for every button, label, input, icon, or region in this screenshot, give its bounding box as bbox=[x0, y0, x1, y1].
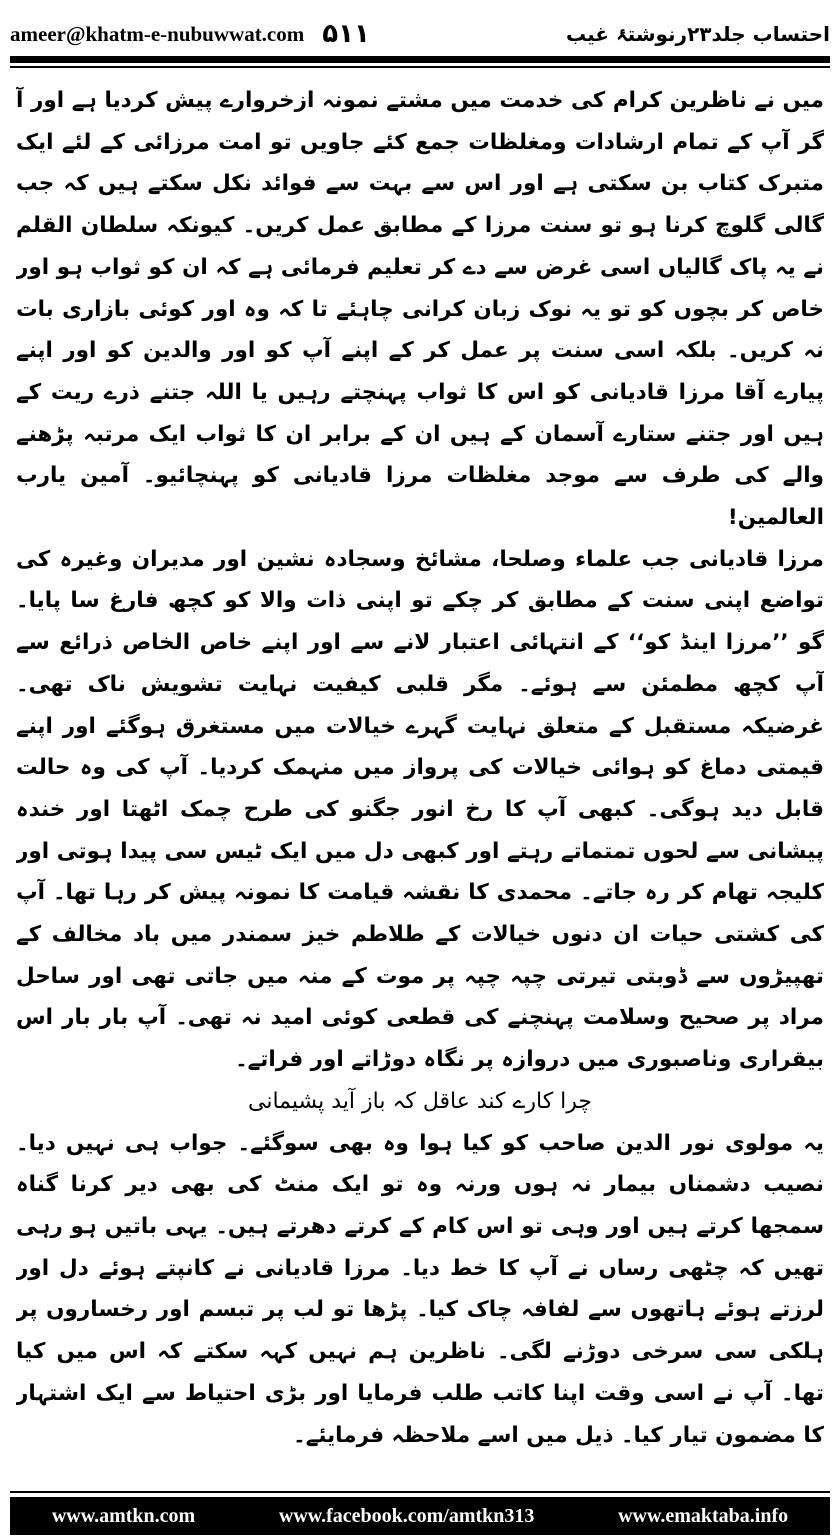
page-number: ۵۱۱ bbox=[322, 19, 370, 49]
footer-link-facebook[interactable]: www.facebook.com/amtkn313 bbox=[278, 1504, 535, 1527]
footer-link-amtkn[interactable]: www.amtkn.com bbox=[51, 1504, 196, 1527]
header-email: ameer@khatm-e-nubuwwat.com bbox=[10, 21, 305, 46]
footer-link-emaktaba[interactable]: www.emaktaba.info bbox=[618, 1504, 789, 1527]
footer-rule-thin bbox=[10, 1491, 830, 1493]
body-paragraph-2: مرزا قادیانی جب علماء وصلحا، مشائخ وسجادہ نشین اور مدیران وغیرہ کی تواضع اپنی سنت کے مطابق کر چکے تو اپنی ذات والا کو کچھ فارغ سا پایا۔ گو ’’مرزا اینڈ کو‘‘ کے انتہائی اعتبار لانے سے اور اپنے خاص الخاص ذرائع سے آپ کچھ مطمئن سے ہوئے۔ مگر قلبی کیفیت نہایت تشویش ناک تھی۔ غرضیکہ مستقبل کے متعلق نہایت گہرے خیالات میں مستغرق ہوگئے اور اپنے قیمتی دماغ کو ہوائی خیالات کی پرواز میں منہمک کردیا۔ آپ کی وہ حالت قابل دید ہوگی۔ کبھی آپ کا رخ انور جگنو کی طرح چمک اٹھتا اور خندہ پیشانی سے لحوں تمتماتے رہتے اور کبھی دل میں ایک ٹیس سی پیدا ہوتی اور کلیجہ تھام کر رہ جاتے۔ محمدی کا نقشہ قیامت کا نمونہ پیش کر رہا تھا۔ آپ کی کشتی حیات ان دنوں خیالات کے طلاطم خیز سمندر میں باد مخالف کے تھپیڑوں سے ڈوبتی تیرتی چپہ چپہ پر موت کے منہ میں جاتی تھی اور ساحل مراد پر صحیح وسلامت پہنچنے کی قطعی کوئی امید نہ تھی۔ آپ بار بار اس بیقراری وناصبوری میں دروازہ پر نگاہ دوڑاتے اور فراتے۔ bbox=[16, 546, 824, 1073]
footer-bar bbox=[10, 1497, 830, 1535]
poetry-verse: چرا کارے کند عاقل کہ باز آید پشیمانی bbox=[247, 1088, 593, 1114]
book-title: احتساب جلد۲۳رنوشتۂ غیب bbox=[566, 22, 830, 46]
page-body bbox=[16, 80, 824, 1480]
header-left-group bbox=[10, 19, 370, 49]
body-paragraph-1: میں نے ناظرین کرام کی خدمت میں مشتے نمونہ ازخروارے پیش کردیا ہے اور آ گر آپ کے تمام ارشادات ومغلظات جمع کئے جاویں تو امت مرزائی کے لئے ایک متبرک کتاب بن سکتی ہے اور اس سے بہت سے فوائد نکل سکتے ہیں کہ جب گالی گلوچ کرنا ہو تو سنت مرزا کے مطابق عمل کریں۔ کیونکہ سلطان القلم نے یہ پاک گالیاں اسی غرض سے دے کر تعلیم فرمائی ہے کہ ان کو ثواب ہو اور خاص کر بچوں کو تو یہ نوک زبان کرانی چاہئے تا کہ وہ اور کوئی بازاری بات نہ کریں۔ بلکہ اسی سنت پر عمل کر کے اپنے آپ کو اور والدین کو اور اپنے پیارے آقا مرزا قادیانی کو اس کا ثواب پہنچتے رہیں یا اللہ جتنے ذرے ریت کے ہیں اور جتنے ستارے آسمان کے ہیں ان کے برابر ان کا ثواب ایک مرتبہ پڑھنے والے کی طرف سے موجد مغلظات مرزا قادیانی کو پہنچائیو۔ آمین یارب العالمین! bbox=[16, 88, 824, 531]
page-header bbox=[10, 14, 830, 54]
body-paragraph-3: یہ مولوی نور الدین صاحب کو کیا ہوا وہ بھی سوگئے۔ جواب ہی نہیں دیا۔ نصیب دشمناں بیمار نہ ہوں ورنہ وہ تو ایک منٹ کی بھی دیر کرنا گناہ سمجھا کرتے ہیں اور وہی تو اس کام کے کرتے دھرتے ہیں۔ یہی باتیں ہو رہی تھیں کہ چٹھی رساں نے آپ کا خط دیا۔ مرزا قادیانی نے کانپتے ہوئے دل اور لرزتے ہوئے ہاتھوں سے لفافہ چاک کیا۔ پڑھا تو لب پر تبسم اور رخساروں پر ہلکی سی سرخی دوڑنے لگی۔ ناظرین ہم نہیں کہہ سکتے کہ اس میں کیا تھا۔ آپ نے اسی وقت اپنا کاتب طلب فرمایا اور بڑی احتیاط سے ایک اشتہار کا مضمون تیار کیا۔ ذیل میں اسے ملاحظہ فرمایئے۔ bbox=[16, 1130, 824, 1448]
header-rule-thick bbox=[10, 56, 830, 63]
header-rule-thin bbox=[10, 66, 830, 68]
